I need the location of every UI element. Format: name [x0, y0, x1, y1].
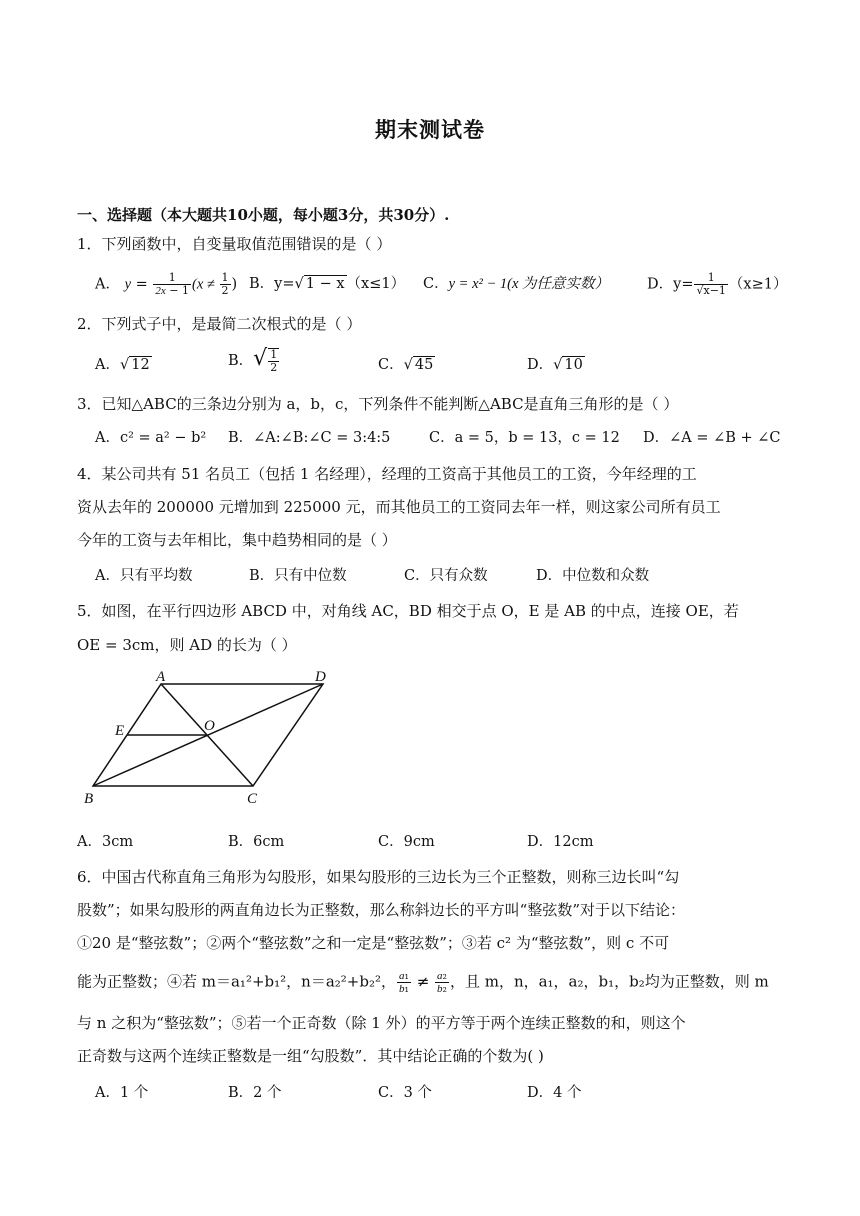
q6-option-a: A．1 个: [95, 1085, 149, 1101]
q6-option-c: C．3 个: [378, 1085, 432, 1101]
q3-option-d: D．∠A = ∠B + ∠C: [643, 430, 781, 446]
q6-option-b: B．2 个: [228, 1085, 282, 1101]
question-4-line-2: 资从去年的 200000 元增加到 225000 元，而其他员工的工资同去年一样，则这家公司所有员工: [77, 498, 721, 516]
q5-option-d: D．12cm: [527, 834, 594, 850]
question-2-stem: 2．下列式子中，是最简二次根式的是（ ）: [77, 315, 362, 333]
q5-option-b: B．6cm: [228, 834, 285, 850]
question-6-line-2: 股数”；如果勾股形的两直角边长为正整数，那么称斜边长的平方叫“整弦数”对于以下结论：: [77, 901, 686, 919]
question-6-line-5: 与 n 之积为“整弦数”；⑤若一个正奇数（除 1 外）的平方等于两个连续正整数的和，则这个: [77, 1014, 686, 1032]
question-4-line-1: 4．某公司共有 51 名员工（包括 1 名经理），经理的工资高于其他员工的工资，今年经理的工: [77, 465, 697, 483]
q1-option-c: C．y = x² − 1(x 为任意实数）: [423, 276, 610, 292]
question-1-stem: 1．下列函数中，自变量取值范围错误的是（ ）: [77, 235, 392, 253]
q4-option-c: C．只有众数: [404, 568, 488, 584]
vertex-label-a: A: [156, 670, 166, 685]
parallelogram-figure: [84, 670, 344, 810]
q2-option-a: A．√ 12: [95, 357, 150, 373]
q2-option-b: B．√ $\frac{1}{2}$: [228, 346, 278, 374]
question-4-line-3: 今年的工资与去年相比，集中趋势相同的是（ ）: [77, 531, 397, 549]
page-title: 期末测试卷: [375, 117, 485, 142]
question-6-line-6: 正奇数与这两个连续正整数是一组“勾股数”．其中结论正确的个数为( ): [77, 1047, 544, 1065]
vertex-label-c: C: [247, 791, 258, 807]
q3-option-a: A．c² = a² − b²: [95, 430, 207, 446]
q1-option-b: B．y=√ 1 − x （x≤1）: [249, 276, 406, 292]
q4-option-d: D．中位数和众数: [536, 568, 650, 584]
q5-option-c: C．9cm: [378, 834, 435, 850]
vertex-label-d: D: [315, 670, 326, 685]
q5-option-a: A．3cm: [77, 834, 134, 850]
q2-option-d: D．√ 10: [527, 357, 583, 373]
section-heading: 一、选择题（本大题共10小题，每小题3分，共30分）.: [77, 206, 450, 224]
question-3-stem: 3．已知△ABC的三条边分别为 a，b，c，下列条件不能判断△ABC是直角三角形的是（ ）: [77, 395, 679, 413]
point-label-e: E: [115, 723, 125, 739]
question-6-line-4: 能为正整数；④若 m＝a₁²+b₁²，n＝a₂²+b₂²， $\frac{\text{a₁}}{\text{b₁}}$ ≠ $\frac{\text{a₂}}{\text{b₂}}$ ，且 m，n，a₁，a₂，b₁，b₂均为正整数，则 m: [77, 969, 769, 995]
q3-option-b: B．∠A:∠B:∠C = 3:4:5: [228, 430, 391, 446]
question-6-line-3: ①20 是“整弦数”；②两个“整弦数”之和一定是“整弦数”；③若 c² 为“整弦数”，则 c 不可: [77, 934, 670, 952]
question-5-line-1: 5．如图，在平行四边形 ABCD 中，对角线 AC，BD 相交于点 O，E 是 AB 的中点，连接 OE，若: [77, 602, 739, 620]
q4-option-b: B．只有中位数: [249, 568, 347, 584]
q3-option-c: C．a = 5，b = 13，c = 12: [429, 430, 620, 446]
point-label-o: O: [204, 718, 215, 734]
question-5-line-2: OE = 3cm，则 AD 的长为（ ）: [77, 636, 297, 654]
q1-option-a: A． y = $\frac{1}{2x - 1}$ (x ≠ $\frac{1}{2}$ ): [95, 271, 238, 297]
q6-option-d: D．4 个: [527, 1085, 582, 1101]
q1-option-d: D．y= $\frac{1}{√x-1}$ （x≥1）: [647, 271, 788, 297]
vertex-label-b: B: [84, 791, 94, 807]
question-6-line-1: 6．中国古代称直角三角形为勾股形，如果勾股形的三边长为三个正整数，则称三边长叫“勾: [77, 868, 680, 886]
q4-option-a: A．只有平均数: [95, 568, 193, 584]
q2-option-c: C．√ 45: [378, 357, 434, 373]
